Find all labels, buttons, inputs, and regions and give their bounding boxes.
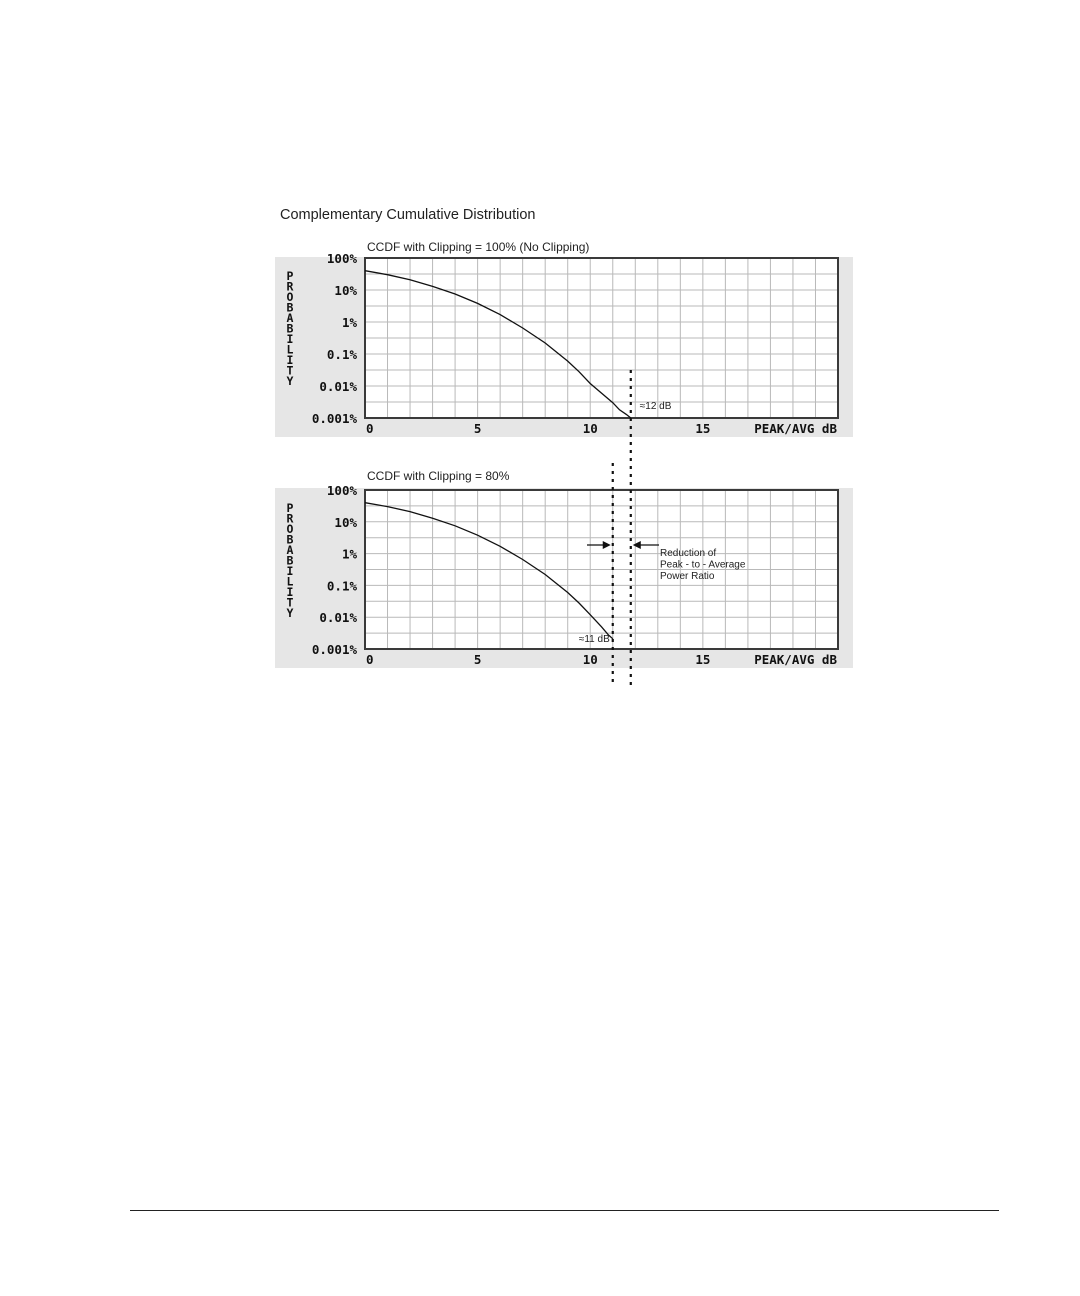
y-tick-label: 1%	[341, 315, 357, 330]
x-axis-label: PEAK/AVG dB	[754, 652, 837, 667]
x-tick-label: 10	[582, 652, 598, 667]
chart-title: CCDF with Clipping = 100% (No Clipping)	[367, 240, 590, 254]
y-tick-label: 100%	[326, 251, 357, 266]
y-tick-label: 0.1%	[326, 578, 357, 594]
y-tick-label: 10%	[334, 283, 357, 298]
x-tick-label: 10	[582, 421, 598, 436]
y-tick-label: 1%	[341, 546, 357, 562]
y-tick-label: 10%	[334, 514, 357, 530]
y-tick-label: 0.1%	[326, 347, 357, 362]
chart-2	[275, 469, 853, 668]
x-tick-label: 15	[695, 421, 711, 436]
x-tick-label: 5	[473, 652, 482, 667]
y-tick-label: 0.001%	[311, 642, 357, 657]
annotation-12db: ≈12 dB	[639, 401, 672, 412]
figure-title: Complementary Cumulative Distribution	[280, 207, 536, 223]
y-tick-label: 0.01%	[319, 379, 357, 394]
y-axis-label: P R O B A B I L I T Y	[286, 269, 294, 388]
y-axis-label: P R O B A B I L I T Y	[286, 501, 294, 620]
x-tick-label: 5	[473, 421, 482, 436]
y-tick-label: 100%	[326, 483, 357, 498]
x-tick-label: 15	[695, 652, 711, 667]
x-axis-label: PEAK/AVG dB	[754, 421, 837, 436]
y-tick-label: 0.01%	[319, 610, 357, 626]
x-tick-label: 0	[366, 652, 374, 667]
chart-title: CCDF with Clipping = 80%	[367, 469, 510, 483]
reduction-annotation: Reduction of Peak - to - Average Power Ratio	[660, 548, 746, 582]
chart-1	[275, 240, 853, 437]
x-tick-label: 0	[366, 421, 374, 436]
annotation-11db: ≈11 dB	[578, 634, 610, 645]
y-tick-label: 0.001%	[311, 411, 357, 426]
